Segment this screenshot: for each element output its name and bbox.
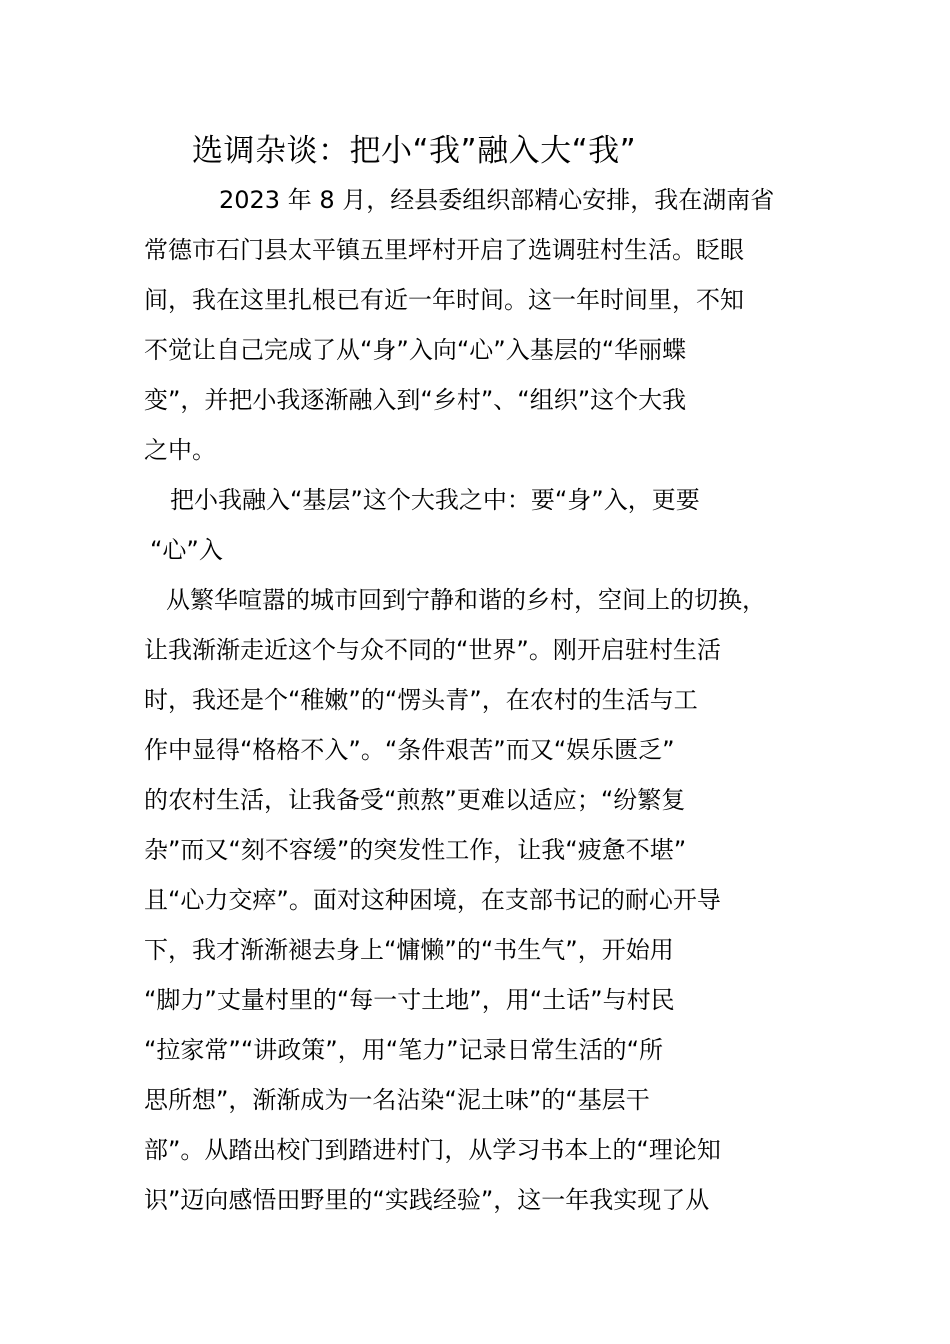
paragraph-line: 2023 年 8 月，经县委组织部精心安排，我在湖南省 bbox=[219, 186, 775, 214]
paragraph-line: 部”。从踏出校门到踏进村门，从学习书本上的“理论知 bbox=[144, 1136, 721, 1164]
paragraph-line: 作中显得“格格不入”。“条件艰苦”而又“娱乐匮乏” bbox=[144, 736, 675, 764]
paragraph-line: 识”迈向感悟田野里的“实践经验”，这一年我实现了从 bbox=[144, 1186, 710, 1214]
paragraph-line: 变”，并把小我逐渐融入到“乡村”、“组织”这个大我 bbox=[144, 386, 687, 414]
document-title: 选调杂谈：把小“我”融入大“我” bbox=[192, 133, 637, 169]
paragraph-line: 间，我在这里扎根已有近一年时间。这一年时间里，不知 bbox=[144, 286, 744, 314]
paragraph-line: 从繁华喧嚣的城市回到宁静和谐的乡村，空间上的切换， bbox=[166, 586, 766, 614]
paragraph-line: 不觉让自己完成了从“身”入向“心”入基层的“华丽蝶 bbox=[144, 336, 687, 364]
paragraph-line: “拉家常”“讲政策”，用“笔力”记录日常生活的“所 bbox=[144, 1036, 664, 1064]
paragraph-line: 且“心力交瘁”。面对这种困境，在支部书记的耐心开导 bbox=[144, 886, 721, 914]
paragraph-line: 之中。 bbox=[144, 436, 216, 464]
paragraph-line: 时，我还是个“稚嫩”的“愣头青”，在农村的生活与工 bbox=[144, 686, 698, 714]
paragraph-line: 下，我才渐渐褪去身上“慵懒”的“书生气”，开始用 bbox=[144, 936, 674, 964]
paragraph-line: 常德市石门县太平镇五里坪村开启了选调驻村生活。眨眼 bbox=[144, 236, 744, 264]
paragraph-line: 杂”而又“刻不容缓”的突发性工作，让我“疲惫不堪” bbox=[144, 836, 687, 864]
section-heading-line: 把小我融入“基层”这个大我之中：要“身”入，更要 bbox=[170, 486, 700, 514]
section-heading-line: “心”入 bbox=[150, 536, 223, 564]
paragraph-line: 的农村生活，让我备受“煎熬”更难以适应；“纷繁复 bbox=[144, 786, 686, 814]
paragraph-line: 让我渐渐走近这个与众不同的“世界”。刚开启驻村生活 bbox=[144, 636, 721, 664]
paragraph-line: “脚力”丈量村里的“每一寸土地”，用“土话”与村民 bbox=[144, 986, 675, 1014]
paragraph-line: 思所想”，渐渐成为一名沾染“泥土味”的“基层干 bbox=[144, 1086, 650, 1114]
